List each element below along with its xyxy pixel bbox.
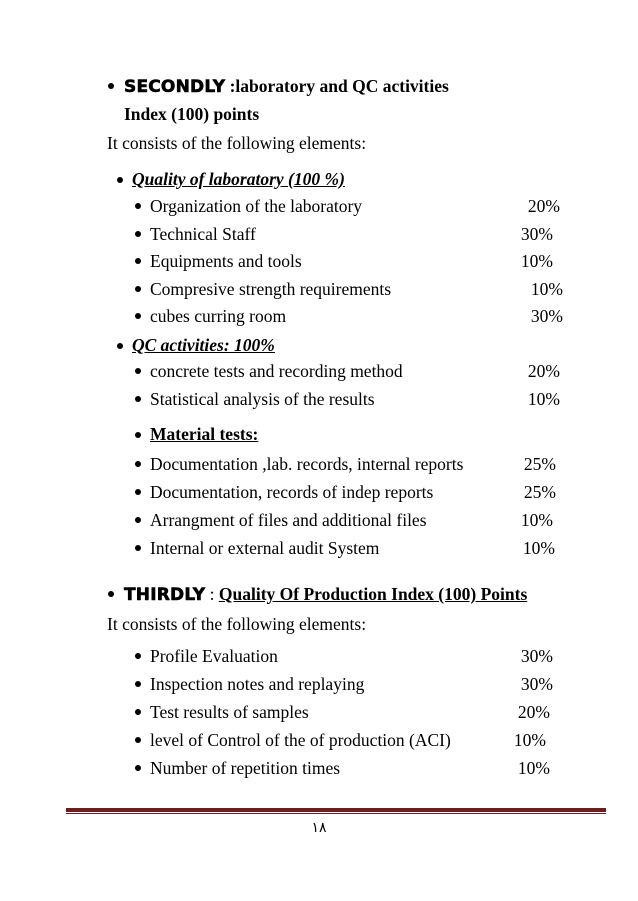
- list-item-percent: 10%: [513, 730, 546, 750]
- bullet-icon: [135, 737, 141, 743]
- section3-heading-sep: :: [205, 584, 219, 604]
- list-item-percent: 30%: [520, 223, 553, 244]
- section2-index-line: Index (100) points: [124, 104, 260, 124]
- list-item-percent: 30%: [530, 306, 563, 326]
- list-item-label: Number of repetition times: [150, 758, 341, 778]
- list-item-percent: 10%: [520, 251, 553, 271]
- material-tests-title: Material tests:: [150, 424, 259, 444]
- list-item-label: Inspection notes and replaying: [150, 674, 365, 694]
- bullet-icon: [135, 396, 141, 402]
- list-item-label: Compresive strength requirements: [150, 278, 392, 299]
- list-item-percent: 20%: [527, 196, 560, 216]
- bullet-icon: [135, 545, 141, 551]
- bullet-icon: [108, 83, 114, 89]
- list-item-label: Technical Staff: [150, 223, 256, 244]
- bullet-icon: [135, 461, 141, 467]
- bullet-icon: [135, 709, 141, 715]
- list-item-percent: 30%: [520, 646, 553, 666]
- list-item-label: cubes curring room: [150, 306, 287, 326]
- list-item-percent: 20%: [527, 361, 560, 381]
- list-item-percent: 25%: [523, 454, 556, 474]
- bullet-icon: [135, 258, 141, 264]
- list-item-label: Arrangment of files and additional files: [150, 510, 427, 530]
- group2-title: QC activities: 100%: [132, 335, 275, 355]
- bullet-icon: [135, 765, 141, 771]
- section3-heading-rest: Quality Of Production Index (100) Points: [218, 584, 528, 604]
- section2-heading: [124, 76, 449, 97]
- list-item-percent: 10%: [517, 758, 550, 778]
- list-item-percent: 25%: [523, 482, 556, 502]
- list-item-label: level of Control of the of production (ACI): [150, 730, 451, 750]
- footer-rule-thin: [66, 813, 606, 814]
- bullet-icon: [135, 653, 141, 659]
- section2-heading-keyword: SECONDLY: [124, 77, 226, 97]
- list-item-label: Documentation ,lab. records, internal reports: [150, 454, 464, 474]
- list-item-percent: 10%: [530, 278, 563, 299]
- list-item-percent: 10%: [527, 388, 560, 409]
- section2-heading-rest: :laboratory and QC activities: [225, 76, 449, 96]
- bullet-icon: [135, 432, 141, 438]
- list-item-label: Statistical analysis of the results: [150, 388, 375, 409]
- list-item-label: Documentation, records of indep reports: [150, 482, 434, 502]
- list-item-label: Test results of samples: [150, 702, 309, 722]
- bullet-icon: [135, 517, 141, 523]
- section3-intro: It consists of the following elements:: [107, 614, 367, 634]
- bullet-icon: [117, 343, 123, 349]
- list-item-label: Organization of the laboratory: [150, 196, 363, 216]
- section3-heading-keyword: THIRDLY: [124, 585, 206, 605]
- section2-intro: It consists of the following elements:: [107, 133, 367, 153]
- bullet-icon: [135, 368, 141, 374]
- list-item-percent: 20%: [517, 702, 550, 722]
- bullet-icon: [135, 681, 141, 687]
- group1-title: Quality of laboratory (100 %): [132, 169, 345, 189]
- list-item-label: Internal or external audit System: [150, 538, 380, 558]
- page-number: ١٨: [311, 820, 327, 836]
- list-item-label: Profile Evaluation: [150, 646, 278, 666]
- bullet-icon: [135, 313, 141, 319]
- list-item-percent: 30%: [520, 674, 553, 694]
- bullet-icon: [135, 286, 141, 292]
- bullet-icon: [117, 177, 123, 183]
- list-item-percent: 10%: [522, 538, 555, 558]
- bullet-icon: [135, 231, 141, 237]
- bullet-icon: [108, 591, 114, 597]
- bullet-icon: [135, 203, 141, 209]
- list-item-percent: 10%: [520, 510, 553, 530]
- list-item-label: Equipments and tools: [150, 251, 302, 271]
- section3-heading: [124, 584, 527, 605]
- footer-rule-thick: [66, 808, 606, 812]
- list-item-label: concrete tests and recording method: [150, 361, 403, 381]
- bullet-icon: [135, 489, 141, 495]
